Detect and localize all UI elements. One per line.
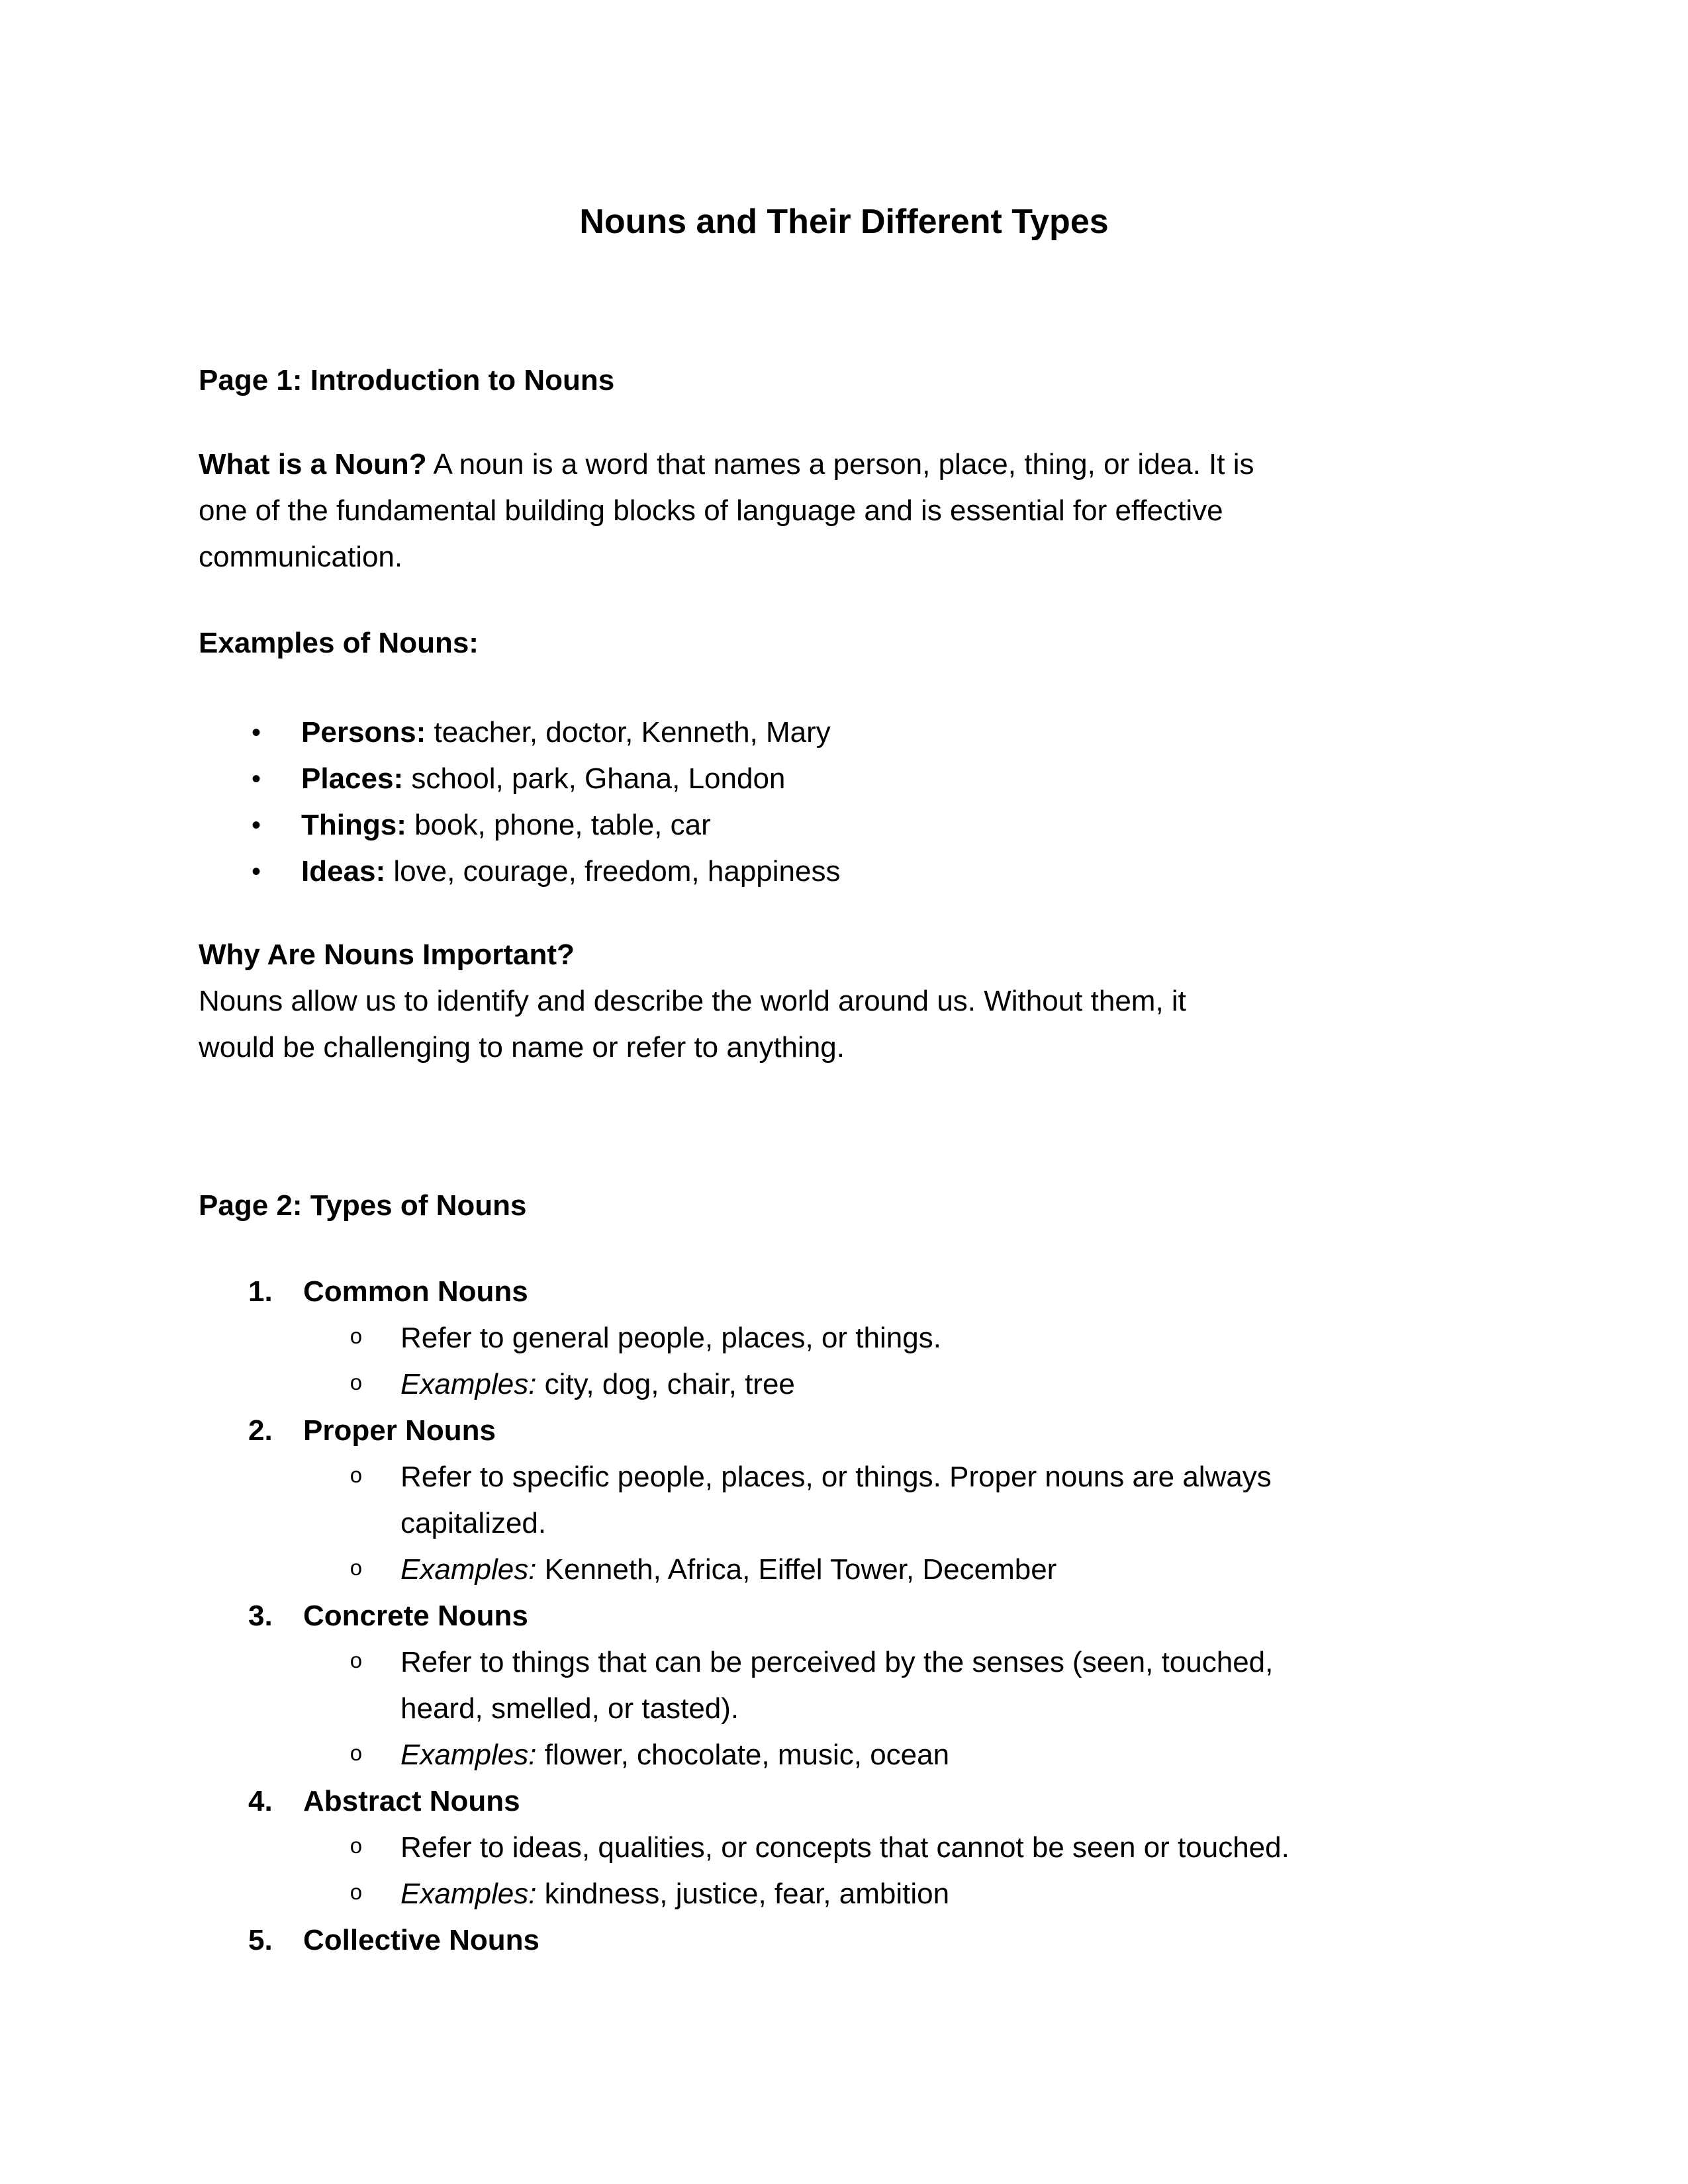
item-number: 2. <box>248 1414 273 1447</box>
bullet-text: book, phone, table, car <box>406 809 711 841</box>
circle-bullet-icon: o <box>350 1372 363 1396</box>
list-item-concrete-nouns <box>199 1593 1489 1778</box>
item-number: 1. <box>248 1275 273 1308</box>
bullet-label: Things: <box>301 809 406 841</box>
examples-label: Examples: <box>400 1553 537 1586</box>
item-description-line <box>199 1825 1489 1871</box>
bullet-icon: • <box>252 764 261 794</box>
bullet-item-things <box>199 802 1489 848</box>
why-line-2: would be challenging to name or refer to anything. <box>199 1031 845 1064</box>
item-heading-line <box>199 1408 1489 1454</box>
examples-text: Kenneth, Africa, Eiffel Tower, December <box>536 1553 1057 1586</box>
bullet-label: Places: <box>301 762 404 795</box>
why-nouns-important-heading: Why Are Nouns Important? <box>199 938 575 971</box>
what-is-line-3: communication. <box>199 541 403 573</box>
item-description-line-2: capitalized. <box>400 1507 547 1539</box>
item-heading-line <box>199 1593 1489 1639</box>
why-line-1: Nouns allow us to identify and describe the world around us. Without them, it <box>199 985 1186 1017</box>
list-item-abstract-nouns <box>199 1778 1489 1917</box>
item-name: Proper Nouns <box>303 1414 496 1447</box>
examples-text: city, dog, chair, tree <box>536 1368 795 1400</box>
what-is-line-2: one of the fundamental building blocks of language and is essential for effective <box>199 494 1223 527</box>
item-heading-line <box>199 1778 1489 1825</box>
item-examples-line <box>199 1361 1489 1408</box>
item-examples-line <box>199 1871 1489 1917</box>
document-title: Nouns and Their Different Types <box>579 203 1109 241</box>
page2-heading: Page 2: Types of Nouns <box>199 1189 527 1222</box>
bullet-text: teacher, doctor, Kenneth, Mary <box>426 716 831 749</box>
item-number: 5. <box>248 1924 273 1956</box>
examples-label: Examples: <box>400 1739 537 1771</box>
bullet-item-persons <box>199 709 1489 756</box>
item-heading-line <box>199 1269 1489 1315</box>
item-description: Refer to ideas, qualities, or concepts that cannot be seen or touched. <box>400 1831 1289 1864</box>
examples-of-nouns-heading: Examples of Nouns: <box>199 627 479 659</box>
item-description-line <box>199 1315 1489 1361</box>
bullet-icon: • <box>252 857 261 886</box>
item-examples-line <box>199 1732 1489 1778</box>
item-number: 4. <box>248 1785 273 1817</box>
item-name: Concrete Nouns <box>303 1600 528 1632</box>
bullet-text: love, courage, freedom, happiness <box>385 855 841 887</box>
item-examples-line <box>199 1547 1489 1593</box>
list-item-common-nouns <box>199 1269 1489 1408</box>
bullet-icon: • <box>252 811 261 840</box>
examples-text: kindness, justice, fear, ambition <box>536 1878 950 1910</box>
circle-bullet-icon: o <box>350 1835 363 1860</box>
bullet-label: Ideas: <box>301 855 386 887</box>
item-description-line <box>199 1639 1489 1732</box>
item-number: 3. <box>248 1600 273 1632</box>
what-is-a-noun-label: What is a Noun? <box>199 448 427 480</box>
bullet-item-ideas <box>199 848 1489 895</box>
bullet-label: Persons: <box>301 716 426 749</box>
circle-bullet-icon: o <box>350 1743 363 1767</box>
item-name: Collective Nouns <box>303 1924 539 1956</box>
bullet-icon: • <box>252 718 261 747</box>
list-item-proper-nouns <box>199 1408 1489 1593</box>
item-description-line-1: Refer to specific people, places, or things. Proper nouns are always <box>400 1461 1272 1493</box>
circle-bullet-icon: o <box>350 1326 363 1350</box>
noun-examples-list <box>199 709 1489 895</box>
circle-bullet-icon: o <box>350 1557 363 1582</box>
examples-label: Examples: <box>400 1878 537 1910</box>
item-name: Common Nouns <box>303 1275 528 1308</box>
item-description-line-1: Refer to things that can be perceived by the senses (seen, touched, <box>400 1646 1274 1678</box>
item-description-line-2: heard, smelled, or tasted). <box>400 1692 739 1725</box>
circle-bullet-icon: o <box>350 1465 363 1489</box>
item-heading-line <box>199 1917 1489 1964</box>
item-description: Refer to general people, places, or things. <box>400 1322 941 1354</box>
what-is-a-noun-paragraph <box>199 441 1489 580</box>
item-name: Abstract Nouns <box>303 1785 520 1817</box>
types-of-nouns-list <box>199 1269 1489 1964</box>
bullet-item-places <box>199 756 1489 802</box>
list-item-collective-nouns <box>199 1917 1489 1964</box>
item-description-line <box>199 1454 1489 1547</box>
examples-text: flower, chocolate, music, ocean <box>536 1739 950 1771</box>
why-nouns-important-paragraph <box>199 932 1489 1071</box>
page1-heading: Page 1: Introduction to Nouns <box>199 364 615 396</box>
what-is-line-1: A noun is a word that names a person, place, thing, or idea. It is <box>426 448 1254 480</box>
circle-bullet-icon: o <box>350 1882 363 1906</box>
bullet-text: school, park, Ghana, London <box>403 762 786 795</box>
circle-bullet-icon: o <box>350 1650 363 1674</box>
examples-label: Examples: <box>400 1368 537 1400</box>
